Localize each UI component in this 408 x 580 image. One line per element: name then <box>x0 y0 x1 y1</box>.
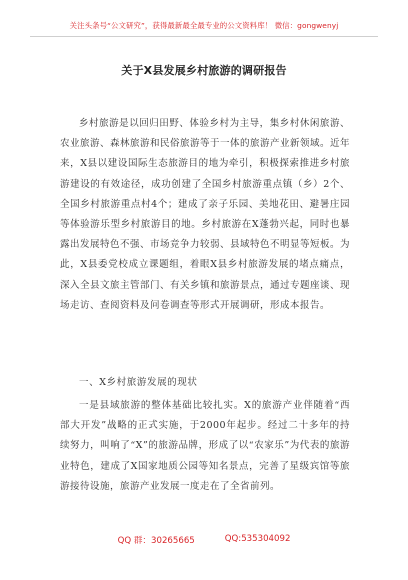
document-title: 关于X县发展乡村旅游的调研报告 <box>121 64 287 77</box>
footer-qq: QQ:535304092 <box>224 534 291 544</box>
paragraph-status: 一是县域旅游的整体基础比较扎实。X的旅游产业伴随着“西部大开发”战略的正式实施，于2000年起步。经过二十多年的持续努力，叫响了“X”的旅游品牌，形成了以“农家乐”为代表的旅游业特色，建成了X国家地质公园等知名景点，完善了星级宾馆等旅游接待设施，旅游产业发展一度走在了全省前列。 <box>60 400 350 492</box>
paragraph-intro: 乡村旅游是以回归田野、体验乡村为主导，集乡村休闲旅游、农业旅游、森林旅游和民俗旅游等于一体的旅游产业新领域。近年来，X县以建设国际生态旅游目的地为牵引，积极探索推进乡村旅游建设的有效途径，成功创建了全国乡村旅游重点镇（乡）2个、全国乡村旅游重点村4个；建成了亲子乐园、美地花田、避暑庄园等体验游乐型乡村旅游目的地。乡村旅游在X蓬勃兴起，同时也暴露出发展特色不强、市场竞争力较弱、县域特色不明显等短板。为此，X县委党校成立课题组，着眼X县乡村旅游发展的堵点痛点，深入全县文旅主管部门、有关乡镇和旅游景点，通过专题座谈、现场走访、查阅资料及问卷调查等形式开展调研，形成本报告。 <box>60 118 351 311</box>
section-heading: 一、X乡村旅游发展的现状 <box>79 377 198 388</box>
header-banner: 关注头条号“公文研究”，获得最新最全最专业的公文资料库！ 微信：gongwenyj <box>30 14 378 37</box>
footer-contact <box>0 534 408 546</box>
footer-qq-group: QQ 群：30265665 <box>117 536 195 546</box>
